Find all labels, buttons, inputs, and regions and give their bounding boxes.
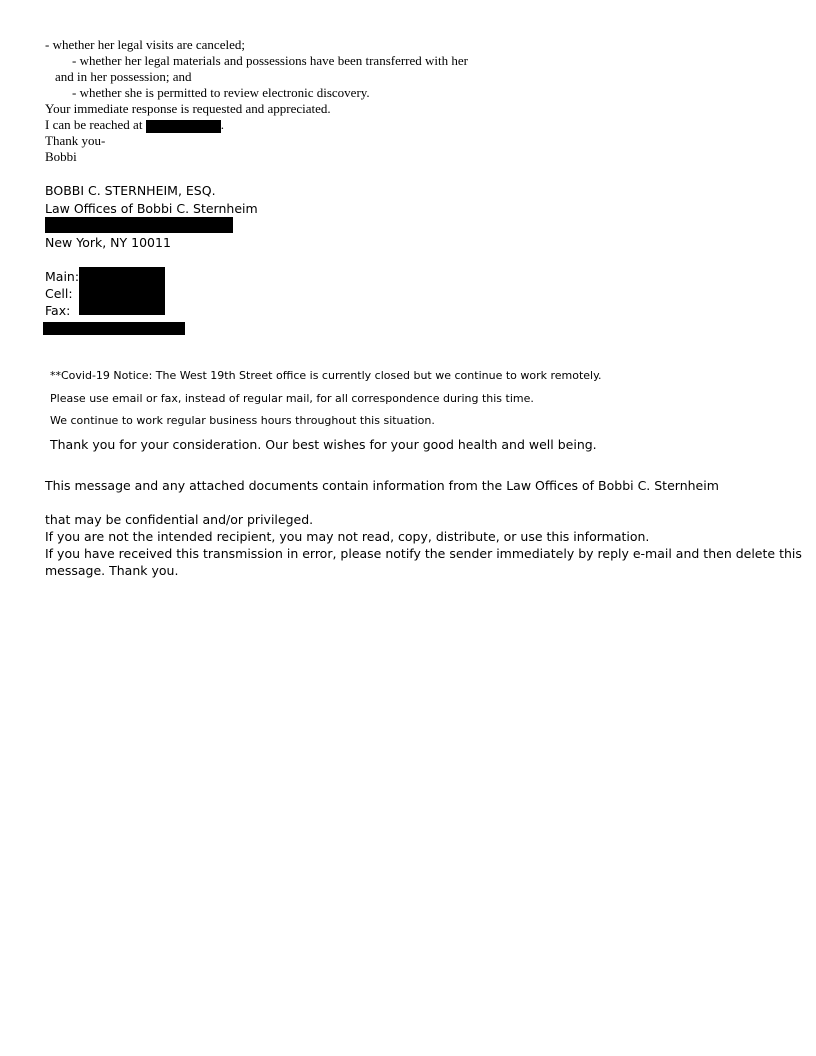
body-line-response: Your immediate response is requested and appreciated. — [45, 101, 331, 116]
cell-label: Cell: — [45, 286, 73, 301]
redacted-email — [43, 322, 185, 335]
signature-city: New York, NY 10011 — [45, 235, 171, 250]
contact-prefix: I can be reached at — [45, 117, 143, 132]
covid-notice-line3: We continue to work regular business hours throughout this situation. — [50, 414, 435, 427]
disclaimer-line1: This message and any attached documents contain information from the Law Offices of Bobbi C. Sternheim — [45, 478, 719, 493]
covid-notice-line2: Please use email or fax, instead of regular mail, for all correspondence during this time. — [50, 392, 534, 405]
disclaimer-line2: that may be confidential and/or privileged. — [45, 512, 314, 527]
covid-notice-line4: Thank you for your consideration. Our best wishes for your good health and well being. — [50, 437, 597, 452]
disclaimer-line4: If you have received this transmission in error, please notify the sender immediately by reply e-mail and then delete this — [45, 546, 802, 561]
disclaimer-line5: message. Thank you. — [45, 563, 179, 578]
covid-notice-line1: **Covid-19 Notice: The West 19th Street office is currently closed but we continue to work remotely. — [50, 369, 602, 382]
signature-firm: Law Offices of Bobbi C. Sternheim — [45, 201, 258, 216]
fax-label: Fax: — [45, 303, 71, 318]
redacted-phone-numbers — [79, 267, 165, 315]
main-label: Main: — [45, 269, 80, 284]
disclaimer-line3: If you are not the intended recipient, you may not read, copy, distribute, or use this information. — [45, 529, 650, 544]
signoff: Bobbi — [45, 149, 77, 164]
closing: Thank you- — [45, 133, 106, 148]
redacted-address — [45, 217, 233, 233]
redacted-phone — [146, 120, 221, 133]
contact-suffix: . — [220, 117, 224, 132]
signature-name: BOBBI C. STERNHEIM, ESQ. — [45, 183, 216, 198]
body-line-discovery: - whether she is permitted to review electronic discovery. — [72, 85, 370, 100]
body-line-visits: - whether her legal visits are canceled; — [45, 37, 245, 52]
contact-line — [45, 117, 224, 133]
body-line-possession: and in her possession; and — [55, 69, 192, 84]
body-line-materials: - whether her legal materials and possessions have been transferred with her — [72, 53, 468, 68]
